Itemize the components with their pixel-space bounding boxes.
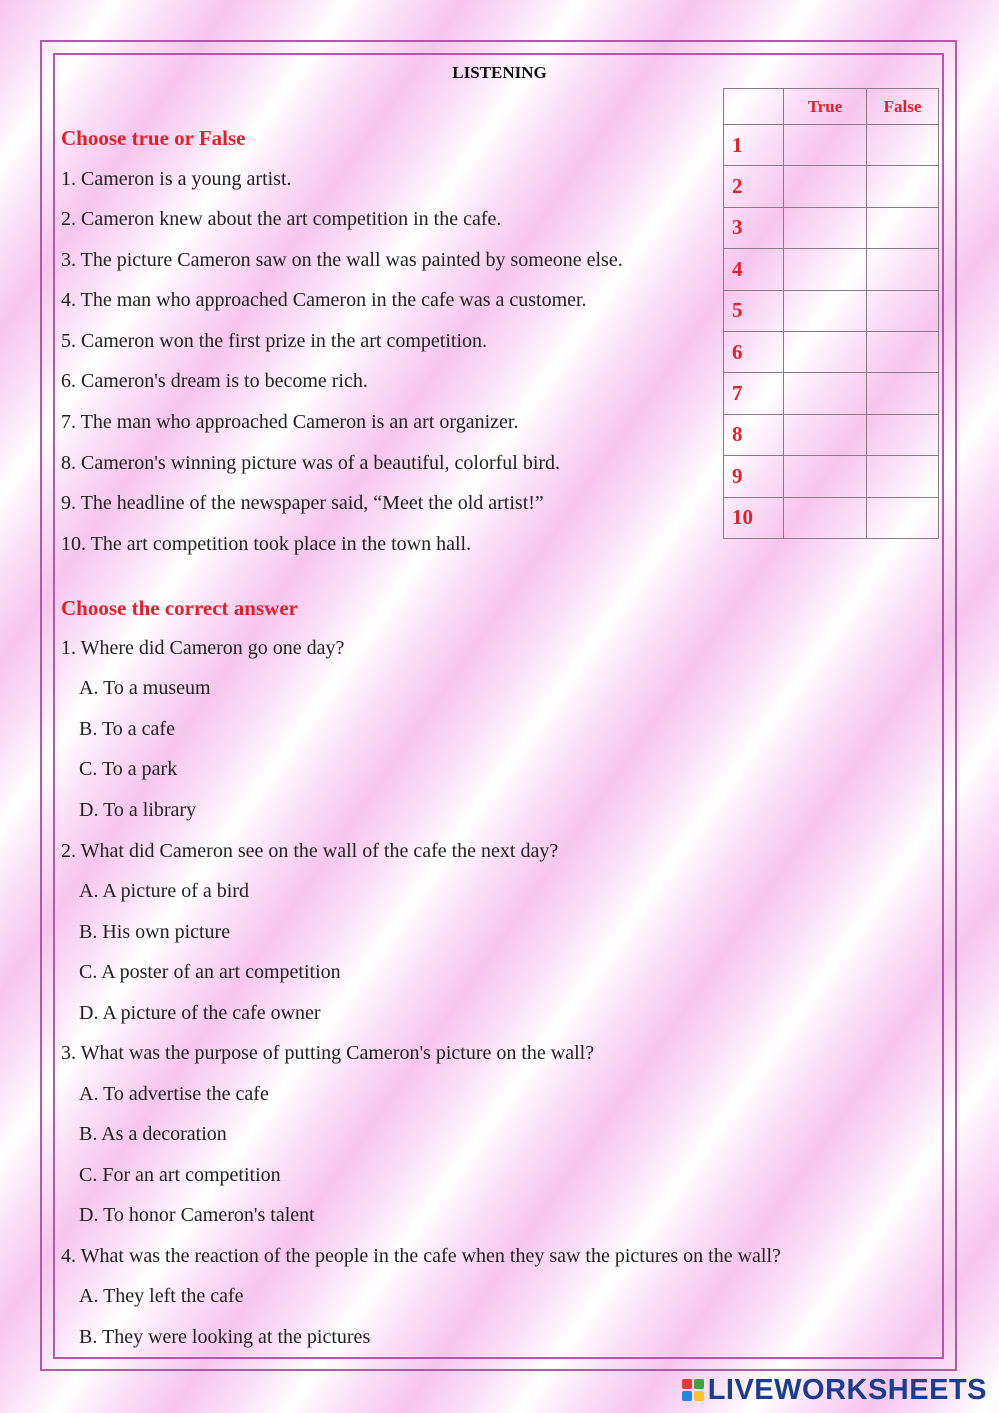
- mc-question: 2. What did Cameron see on the wall of the cafe the next day?: [61, 840, 559, 862]
- mc-question: 4. What was the reaction of the people in the cafe when they saw the pictures on the wall?: [61, 1245, 781, 1267]
- tf-row: [724, 166, 939, 207]
- tf-answer-true-cell[interactable]: [784, 331, 867, 372]
- mc-option[interactable]: C. A poster of an art competition: [79, 961, 341, 983]
- liveworksheets-logo-icon: [682, 1379, 704, 1401]
- tf-answer-false-cell[interactable]: [867, 125, 939, 166]
- tf-row: [724, 125, 939, 166]
- mc-option[interactable]: B. To a cafe: [79, 718, 175, 740]
- tf-row-number: 9: [724, 456, 784, 497]
- tf-row: [724, 249, 939, 290]
- tf-answer-true-cell[interactable]: [784, 207, 867, 248]
- tf-answer-false-cell[interactable]: [867, 373, 939, 414]
- tf-answer-true-cell[interactable]: [784, 166, 867, 207]
- tf-answer-false-cell[interactable]: [867, 166, 939, 207]
- mc-heading: Choose the correct answer: [61, 596, 298, 620]
- tf-statement: 3. The picture Cameron saw on the wall was painted by someone else.: [61, 249, 623, 271]
- tf-row-number: 7: [724, 373, 784, 414]
- tf-row-number: 4: [724, 249, 784, 290]
- mc-option[interactable]: D. To a library: [79, 799, 197, 821]
- mc-question: 1. Where did Cameron go one day?: [61, 637, 345, 659]
- tf-row: [724, 207, 939, 248]
- tf-row-number: 1: [724, 125, 784, 166]
- worksheet-title: LISTENING: [452, 63, 547, 82]
- tf-table-header: [724, 89, 939, 125]
- tf-row-number: 5: [724, 290, 784, 331]
- tf-answer-false-cell[interactable]: [867, 414, 939, 455]
- tf-header-false: False: [867, 89, 939, 125]
- tf-answer-true-cell[interactable]: [784, 456, 867, 497]
- tf-statement: 1. Cameron is a young artist.: [61, 168, 292, 190]
- mc-option[interactable]: A. They left the cafe: [79, 1285, 244, 1307]
- tf-header-true: True: [784, 89, 867, 125]
- tf-answer-true-cell[interactable]: [784, 249, 867, 290]
- liveworksheets-logo: [682, 1374, 987, 1406]
- tf-answer-true-cell[interactable]: [784, 125, 867, 166]
- tf-row-number: 10: [724, 497, 784, 538]
- tf-statement: 6. Cameron's dream is to become rich.: [61, 370, 368, 392]
- brand-name: LIVEWORKSHEETS: [707, 1373, 987, 1406]
- mc-option[interactable]: B. His own picture: [79, 921, 231, 943]
- mc-option[interactable]: D. A picture of the cafe owner: [79, 1002, 321, 1024]
- true-false-table: [723, 88, 939, 539]
- tf-row: [724, 414, 939, 455]
- tf-row-number: 6: [724, 331, 784, 372]
- tf-row: [724, 456, 939, 497]
- tf-statement: 5. Cameron won the first prize in the art competition.: [61, 330, 487, 352]
- tf-statement: 4. The man who approached Cameron in the cafe was a customer.: [61, 289, 587, 311]
- tf-answer-false-cell[interactable]: [867, 290, 939, 331]
- mc-option[interactable]: B. They were looking at the pictures: [79, 1326, 371, 1348]
- tf-statement: 9. The headline of the newspaper said, “Meet the old artist!”: [61, 492, 544, 514]
- mc-option[interactable]: B. As a decoration: [79, 1123, 227, 1145]
- tf-answer-false-cell[interactable]: [867, 249, 939, 290]
- tf-row: [724, 373, 939, 414]
- tf-answer-false-cell[interactable]: [867, 207, 939, 248]
- tf-statement: 10. The art competition took place in the town hall.: [61, 533, 472, 555]
- tf-answer-false-cell[interactable]: [867, 456, 939, 497]
- tf-answer-true-cell[interactable]: [784, 414, 867, 455]
- tf-answer-true-cell[interactable]: [784, 290, 867, 331]
- mc-question: 3. What was the purpose of putting Cameron's picture on the wall?: [61, 1042, 595, 1064]
- tf-row: [724, 331, 939, 372]
- tf-row-number: 8: [724, 414, 784, 455]
- mc-option[interactable]: A. To advertise the cafe: [79, 1083, 269, 1105]
- tf-row: [724, 290, 939, 331]
- tf-heading: Choose true or False: [61, 126, 246, 150]
- tf-answer-true-cell[interactable]: [784, 373, 867, 414]
- mc-option[interactable]: D. To honor Cameron's talent: [79, 1204, 315, 1226]
- tf-row-number: 2: [724, 166, 784, 207]
- tf-answer-false-cell[interactable]: [867, 331, 939, 372]
- tf-answer-false-cell[interactable]: [867, 497, 939, 538]
- mc-option[interactable]: A. A picture of a bird: [79, 880, 249, 902]
- mc-option[interactable]: A. To a museum: [79, 677, 211, 699]
- tf-row: [724, 497, 939, 538]
- tf-row-number: 3: [724, 207, 784, 248]
- tf-statement: 8. Cameron's winning picture was of a beautiful, colorful bird.: [61, 452, 561, 474]
- tf-answer-true-cell[interactable]: [784, 497, 867, 538]
- tf-header-blank: [724, 89, 784, 125]
- mc-option[interactable]: C. To a park: [79, 758, 178, 780]
- mc-option[interactable]: C. For an art competition: [79, 1164, 281, 1186]
- tf-statement: 2. Cameron knew about the art competition in the cafe.: [61, 208, 502, 230]
- tf-statement: 7. The man who approached Cameron is an art organizer.: [61, 411, 519, 433]
